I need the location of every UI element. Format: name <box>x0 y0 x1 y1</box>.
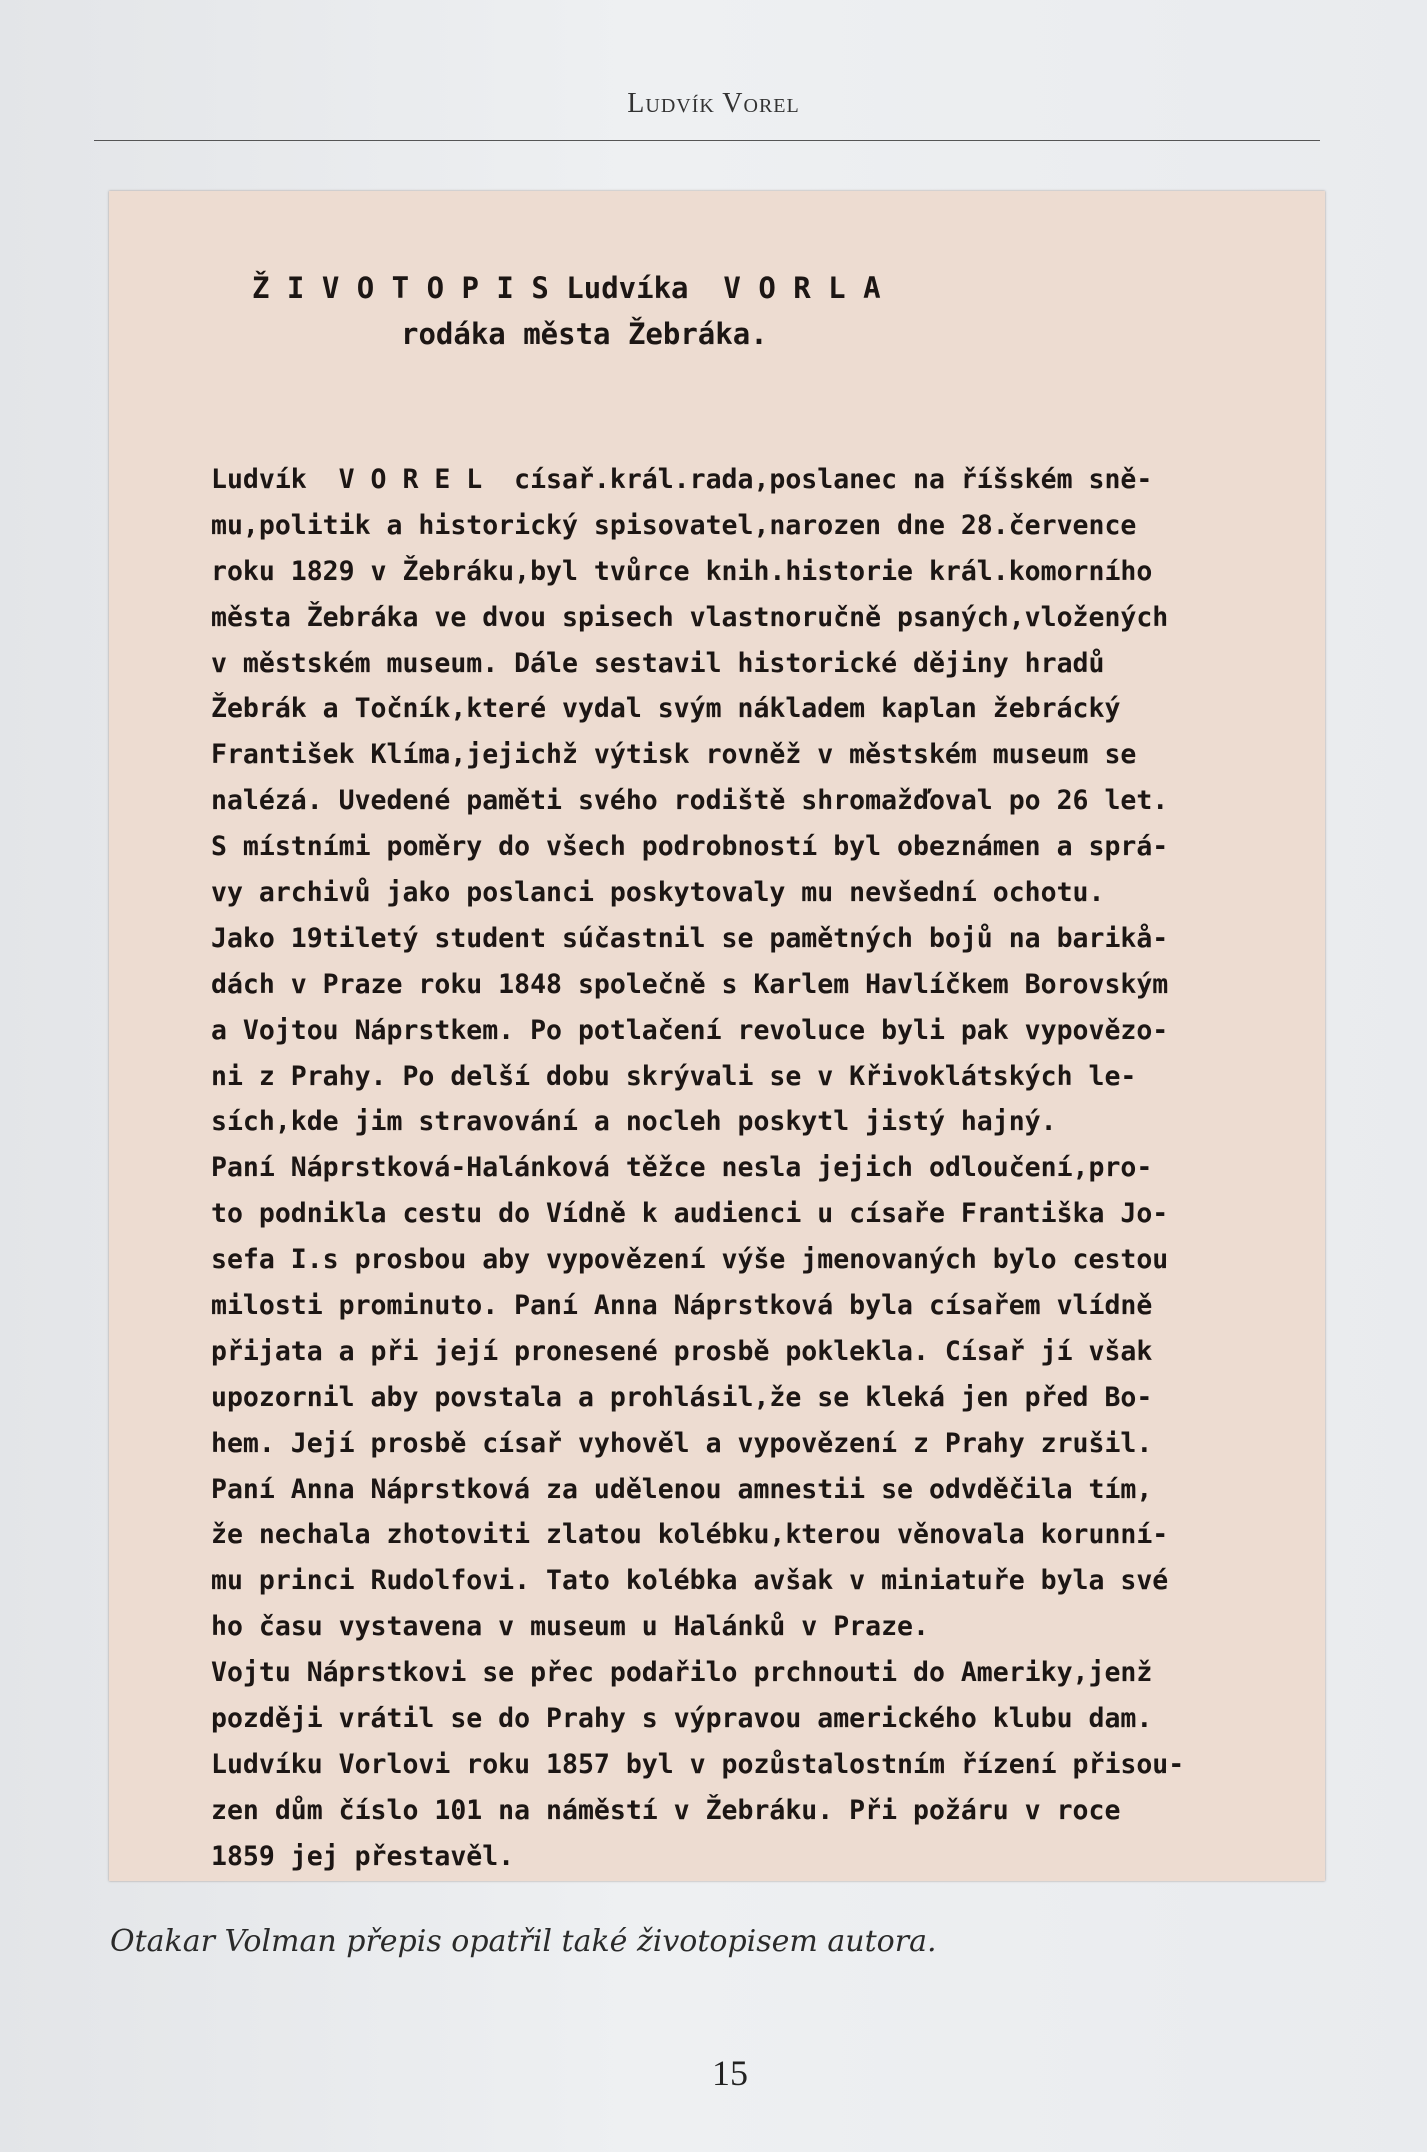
typescript-line: S místními poměry do všech podrobností byl obeznámen a sprá- <box>211 831 1169 863</box>
typescript-line: upozornil aby povstala a prohlásil,že se kleká jen před Bo- <box>211 1381 1153 1413</box>
typescript-line: zen dům číslo 101 na náměstí v Žebráku. Při požáru v roce <box>211 1794 1121 1826</box>
typescript-line: Paní Anna Náprstková za udělenou amnestii se odvděčila tím, <box>211 1473 1153 1505</box>
typescript-line: přijata a při její pronesené prosbě poklekla. Císař jí však <box>211 1335 1153 1367</box>
typescript-line: mu,politik a historický spisovatel,narozen dne 28.července <box>211 509 1137 541</box>
running-head: Ludvík Vorel <box>627 88 800 119</box>
typescript-line: Paní Náprstková-Halánková těžce nesla jejich odloučení,pro- <box>211 1152 1153 1184</box>
typescript-line: Žebrák a Točník,které vydal svým nákladem kaplan žebrácký <box>211 693 1121 725</box>
page-number: 15 <box>712 2053 748 2093</box>
typescript-line: Vojtu Náprstkovi se přec podařilo prchnouti do Ameriky,jenž <box>211 1657 1153 1689</box>
typescript-line: Ludvík V O R E L císař.král.rada,poslanec na říšském sně- <box>211 464 1153 495</box>
typescript-line: vy archivů jako poslanci poskytovaly mu nevšední ochotu. <box>211 877 1105 909</box>
typescript-line: František Klíma,jejichž výtisk rovněž v městském museum se <box>211 739 1137 771</box>
typescript-line: později vrátil se do Prahy s výpravou amerického klubu dam. <box>211 1703 1153 1735</box>
typescript-line: roku 1829 v Žebráku,byl tvůrce knih.historie král.komorního <box>211 555 1153 587</box>
header-rule <box>94 140 1320 141</box>
typescript-title: Ž I V O T O P I S Ludvíka V O R L A <box>252 271 881 305</box>
typescript-line: ni z Prahy. Po delší dobu skrývali se v Křivoklátských le- <box>211 1060 1137 1092</box>
typescript-line: že nechala zhotoviti zlatou kolébku,kterou věnovala korunní- <box>211 1519 1169 1551</box>
typescript-line: sefa I.s prosbou aby vypovězení výše jmenovaných bylo cestou <box>211 1244 1169 1276</box>
figure-caption: Otakar Volman přepis opatřil také životopisem autora. <box>110 1924 937 1959</box>
typescript-line: sích,kde jim stravování a nocleh poskytl jistý hajný. <box>211 1106 1057 1138</box>
typescript-line: v městském museum. Dále sestavil historické dějiny hradů <box>211 647 1105 679</box>
typescript-line: to podnikla cestu do Vídně k audienci u císaře Františka Jo- <box>211 1198 1169 1230</box>
typescript-line: Ludvíku Vorlovi roku 1857 byl v pozůstalostním řízení přisou- <box>211 1748 1185 1780</box>
typescript-line: Jako 19tiletý student súčastnil se pamětných bojů na barikå- <box>211 922 1169 954</box>
typescript-line: 1859 jej přestavěl. <box>211 1840 515 1872</box>
typescript-line: města Žebráka ve dvou spisech vlastnoručně psaných,vložených <box>211 601 1169 633</box>
typescript-line: mu princi Rudolfovi. Tato kolébka avšak v miniatuře byla své <box>211 1565 1169 1597</box>
typescript-line: a Vojtou Náprstkem. Po potlačení revoluce byli pak vypovězo- <box>211 1014 1169 1046</box>
typescript-line: nalézá. Uvedené paměti svého rodiště shromažďoval po 26 let. <box>211 785 1169 817</box>
typescript-line: dách v Praze roku 1848 společně s Karlem Havlíčkem Borovským <box>211 968 1169 1000</box>
typescript-facsimile <box>109 191 1325 1881</box>
typescript-body <box>211 457 1331 1880</box>
typescript-line: ho času vystavena v museum u Halánků v Praze. <box>211 1611 929 1643</box>
typescript-line: milosti prominuto. Paní Anna Náprstková byla císařem vlídně <box>211 1290 1153 1322</box>
typescript-line: hem. Její prosbě císař vyhověl a vypovězení z Prahy zrušil. <box>211 1427 1153 1459</box>
typescript-subtitle: rodáka města Žebráka. <box>401 317 768 351</box>
